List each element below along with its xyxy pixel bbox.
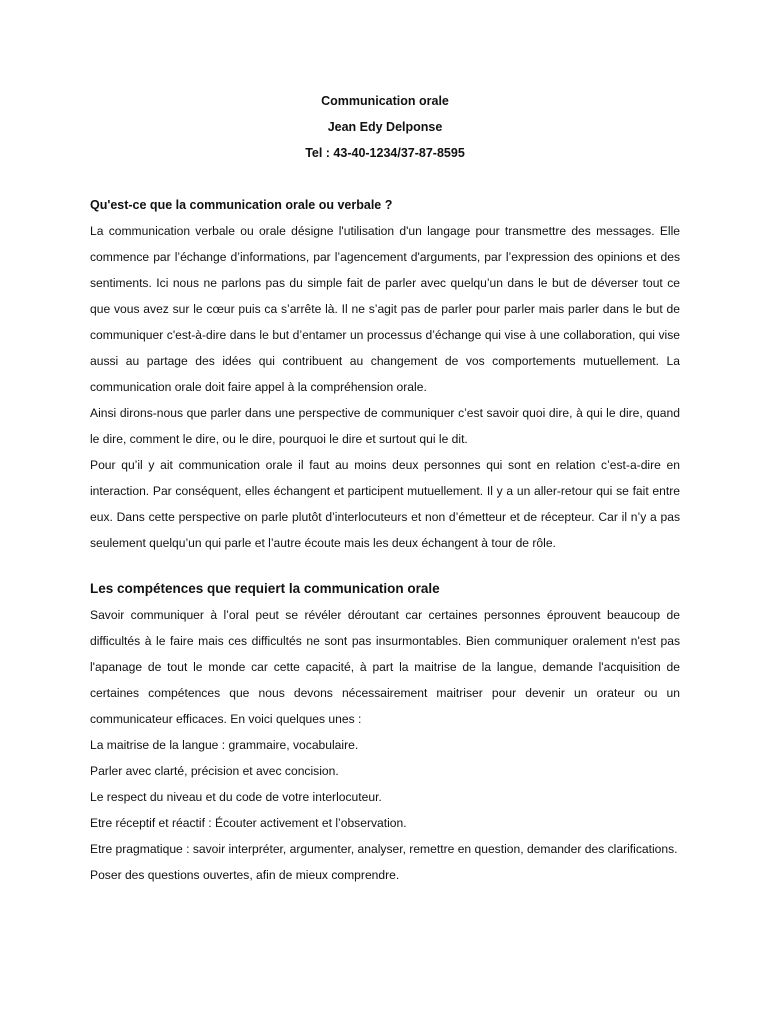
author-name: Jean Edy Delponse <box>327 120 443 134</box>
competence-item: La maitrise de la langue : grammaire, vocabulaire. <box>90 738 359 752</box>
competence-item: Le respect du niveau et du code de votre interlocuteur. <box>90 790 382 804</box>
document-header <box>90 88 680 166</box>
phone-number: Tel : 43-40-1234/37-87-8595 <box>305 146 465 160</box>
competence-item: Etre pragmatique : savoir interpréter, argumenter, analyser, remettre en question, demander des clarifications. <box>90 842 678 856</box>
competence-item: Poser des questions ouvertes, afin de mieux comprendre. <box>90 868 400 882</box>
document-title: Communication orale <box>321 94 449 108</box>
section1-paragraph: La communication verbale ou orale désigne l'utilisation d'un langage pour transmettre des messages. Elle commence par l’échange d’informations, par l’agencement d'arguments, par l’expression des opinions et des sentiments. Ici nous ne parlons pas du simple fait de parler avec quelqu’un dans le but de déverser tout ce que vous avez sur le cœur puis ca s’arrête là. Il ne s’agit pas de parler pour parler mais parler dans le but de communiquer c'est-à-dire dans le but d’entamer un processus d’échange qui vise à une collaboration, qui vise aussi au partage des idées qui contribuent au changement de vos comportements mutuellement. La communication orale doit faire appel à la compréhension orale. <box>90 224 680 394</box>
section2-intro: Savoir communiquer à l’oral peut se révéler déroutant car certaines personnes éprouvent beaucoup de difficultés à le faire mais ces difficultés ne sont pas insurmontables. Bien communiquer oralement n'est pas l'apanage de tout le monde car cette capacité, à part la maitrise de la langue, demande l'acquisition de certaines compétences que nous devons nécessairement maitriser pour devenir un orateur ou un communicateur efficaces. En voici quelques unes : <box>90 608 680 726</box>
section1-paragraph: Pour qu’il y ait communication orale il faut au moins deux personnes qui sont en relation c’est-a-dire en interaction. Par conséquent, elles échangent et participent mutuellement. Il y a un aller-retour qui se fait entre eux. Dans cette perspective on parle plutôt d’interlocuteurs et non d’émetteur et de récepteur. Car il n’y a pas seulement quelqu’un qui parle et l’autre écoute mais les deux échangent à tour de rôle. <box>90 458 680 550</box>
competence-item: Parler avec clarté, précision et avec concision. <box>90 764 339 778</box>
competence-item: Etre réceptif et réactif : Écouter activement et l’observation. <box>90 816 407 830</box>
section2-title: Les compétences que requiert la communication orale <box>90 581 440 596</box>
section1-question: Qu'est-ce que la communication orale ou verbale ? <box>90 198 393 212</box>
section1-paragraph: Ainsi dirons-nous que parler dans une perspective de communiquer c’est savoir quoi dire, à qui le dire, quand le dire, comment le dire, ou le dire, pourquoi le dire et surtout qui le dit. <box>90 406 680 446</box>
